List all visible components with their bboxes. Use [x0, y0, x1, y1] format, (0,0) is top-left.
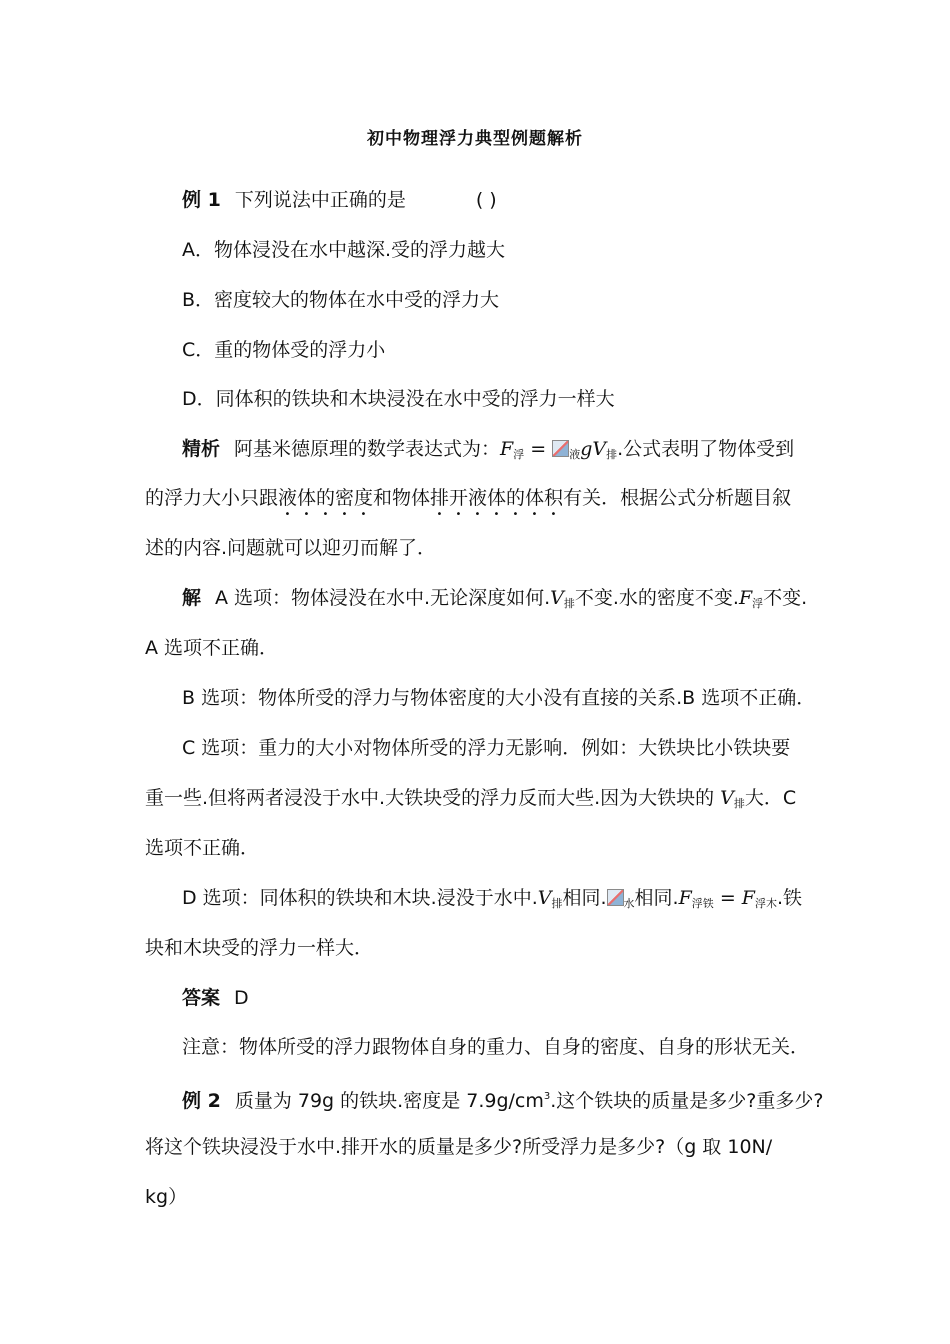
solution-d-text2: 相同. [562, 887, 607, 909]
analysis-line-2 [145, 485, 825, 520]
formula-v-sub: 排 [606, 448, 618, 461]
formula-eq: = [524, 438, 553, 460]
solution-a-v-sub: 排 [563, 597, 575, 610]
analysis-rest: .公式表明了物体受到 [617, 438, 795, 460]
solution-d-f1: F [678, 887, 692, 909]
solution-a-line-1 [182, 585, 862, 617]
option-b: B．密度较大的物体在水中受的浮力大 [182, 289, 500, 311]
answer-line [182, 985, 862, 1011]
analysis-label: 精析 [182, 438, 221, 460]
formula-f: F [500, 438, 514, 460]
solution-d-f1-sub: 浮铁 [691, 897, 714, 910]
example-2-line-1 [182, 1084, 862, 1114]
solution-a-text2: 不变.水的密度不变. [574, 587, 739, 609]
solution-a-f-sub: 浮 [752, 597, 764, 610]
solution-a-text3: 不变. [763, 587, 808, 609]
formula-v: V [592, 438, 607, 460]
solution-label: 解 [182, 587, 202, 609]
emphasis-liquid-density: 液体的密度 [278, 487, 374, 509]
analysis-l2-a: 的浮力大小只跟 [145, 487, 279, 509]
example-1-label: 例 1 [182, 189, 221, 211]
solution-a-f: F [738, 587, 753, 609]
example-2-text2: .这个铁块的质量是多少?重多少? [550, 1090, 824, 1112]
solution-d-v-sub: 排 [551, 897, 563, 910]
note-line: 注意：物体所受的浮力跟物体自身的重力、自身的密度、自身的形状无关． [182, 1036, 810, 1058]
solution-b-line: B 选项：物体所受的浮力与物体密度的大小没有直接的关系.B 选项不正确． [182, 687, 816, 709]
example-2-line-2: 将这个铁块浸没于水中.排开水的质量是多少?所受浮力是多少?（g 取 10N/ [145, 1136, 773, 1158]
solution-c-v: V [720, 787, 734, 809]
solution-d-eq: = [713, 887, 742, 909]
solution-c-v-sub: 排 [733, 797, 745, 810]
formula-g: g [580, 438, 593, 460]
solution-d-text3: 相同. [634, 887, 679, 909]
solution-d-line-1 [182, 885, 862, 917]
analysis-l2-b: 和物体 [373, 487, 431, 509]
solution-d-line-2: 块和木块受的浮力一样大． [145, 937, 374, 959]
solution-a-line-2: A 选项不正确． [145, 637, 279, 659]
example-1-question [182, 187, 862, 213]
solution-a-text1: A 选项：物体浸没在水中.无论深度如何. [215, 587, 551, 609]
answer-label: 答案 [182, 987, 221, 1009]
example-2-text1: 质量为 79g 的铁块.密度是 7.9g/cm [234, 1090, 544, 1112]
option-a: A．物体浸没在水中越深.受的浮力越大 [182, 239, 506, 261]
emphasis-displaced-volume: 排开液体的体积 [430, 487, 564, 509]
solution-c-text2: 大．C [744, 787, 797, 809]
rho-symbol-image [552, 440, 569, 457]
option-c: C．重的物体受的浮力小 [182, 339, 386, 361]
page-title: 初中物理浮力典型例题解析 [367, 129, 583, 149]
example-2-line-3: kg） [145, 1186, 188, 1208]
rho-sub: 液 [569, 448, 581, 461]
solution-d-f2: F [741, 887, 755, 909]
solution-d-text4: .铁 [776, 887, 803, 909]
solution-c-line-3: 选项不正确． [145, 837, 260, 859]
example-2-sup: 3 [543, 1091, 551, 1102]
rho-symbol-image [607, 889, 624, 906]
answer-value: D [234, 987, 249, 1009]
solution-d-rho-sub: 水 [623, 897, 635, 910]
solution-d-f2-sub: 浮木 [754, 897, 777, 910]
solution-c-line-2 [145, 785, 825, 817]
example-1-text: 下列说法中正确的是 [234, 189, 406, 211]
option-d: D．同体积的铁块和木块浸没在水中受的浮力一样大 [182, 388, 615, 410]
example-2-label: 例 2 [182, 1090, 221, 1112]
solution-c-line-1: C 选项：重力的大小对物体所受的浮力无影响．例如：大铁块比小铁块要 [182, 737, 791, 759]
formula-f-sub: 浮 [513, 448, 525, 461]
analysis-line-1 [182, 436, 862, 468]
analysis-l2-c: 有关．根据公式分析题目叙 [563, 487, 792, 509]
solution-d-text1: D 选项：同体积的铁块和木块.浸没于水中. [182, 887, 538, 909]
answer-paren: ( ) [475, 189, 497, 211]
solution-c-text: 重一些.但将两者浸没于水中.大铁块受的浮力反而大些.因为大铁块的 [145, 787, 721, 809]
solution-d-v: V [537, 887, 552, 909]
solution-a-v: V [550, 587, 564, 609]
analysis-intro: 阿基米德原理的数学表达式为： [234, 438, 501, 460]
analysis-line-3: 述的内容.问题就可以迎刃而解了． [145, 537, 437, 559]
